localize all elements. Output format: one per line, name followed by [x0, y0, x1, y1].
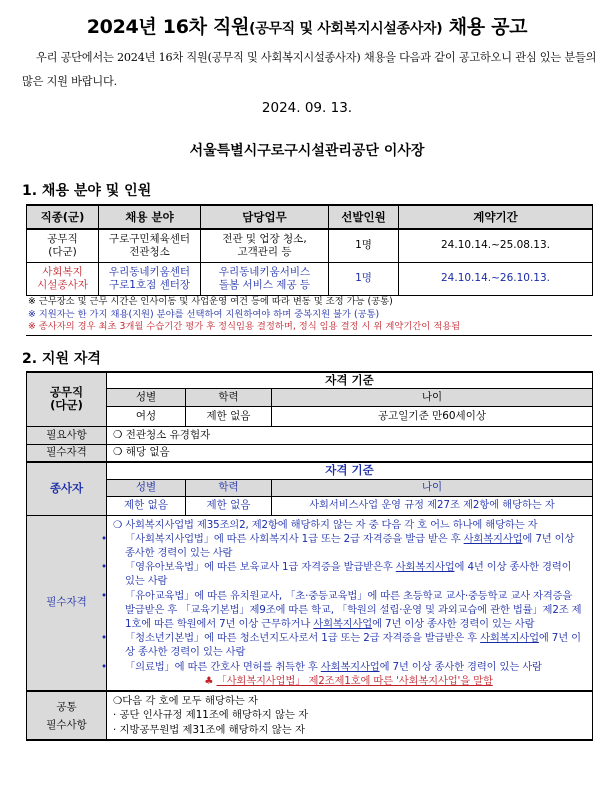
- qual-item: [101, 589, 584, 632]
- public-criteria-title: 자격 기준: [107, 372, 593, 388]
- bullet-icon: •: [101, 589, 107, 602]
- section2-heading: 2. 지원 자격: [22, 351, 101, 367]
- field-cell: [99, 229, 201, 262]
- public-col-edu: 학력: [186, 388, 272, 406]
- public-age: 공고일기준 만60세이상: [272, 406, 593, 426]
- table-row: [27, 691, 593, 741]
- clubs-icon: ♣: [204, 674, 214, 687]
- header-count: 선발인원: [329, 205, 399, 229]
- duty-line: 우리동네키움서비스: [218, 265, 311, 278]
- recruitment-header-row: [27, 205, 593, 229]
- issuer: 서울특별시구로구시설관리공단 이사장: [189, 143, 425, 159]
- worker-col-gender: 성별: [107, 479, 186, 496]
- public-req-label: 필요사항: [27, 426, 107, 444]
- qual-item: [101, 631, 584, 659]
- table-row: [27, 262, 593, 295]
- page-title: [0, 12, 614, 39]
- qual-text: 「사회복지사업법」에 따른 사회복지사 1급 또는 2급 자격증을 발급 받은 후: [125, 532, 464, 545]
- bullet-icon: •: [101, 561, 107, 574]
- bullet-icon: •: [101, 632, 107, 645]
- duty-cell: [201, 262, 329, 295]
- qual-item: [101, 532, 584, 560]
- note-line: ※ 근무장소 및 근무 시간은 인사이동 및 사업운영 여건 등에 따라 변동 및 조정 가능 (공통): [28, 296, 393, 307]
- qual-underline: 사회복지사업: [320, 660, 380, 673]
- table-row: [27, 444, 593, 462]
- job-type-cell: [27, 262, 99, 295]
- common-line: ❍다음 각 호에 모두 해당하는 자: [113, 694, 258, 707]
- qual-text: 에 7년 이상 종사한 경력이 있는 사람: [372, 617, 535, 630]
- recruitment-table: [26, 204, 593, 296]
- field-line: 전관청소: [129, 245, 170, 258]
- intro-paragraph: 우리 공단에서는 2024년 16차 직원(공무직 및 사회복지시설종사자) 채용을 다음과 같이 공고하오니 관심 있는 분들의 많은 지원 바랍니다.: [22, 51, 597, 88]
- worker-col-age: 나이: [272, 479, 593, 496]
- public-edu: 제한 없음: [186, 406, 272, 426]
- table-row: [27, 426, 593, 444]
- field-cell: [99, 262, 201, 295]
- qual-text: 「의료법」에 따른 간호사 면허를 취득한 후: [125, 660, 321, 673]
- label-line: 공통: [56, 700, 77, 713]
- footnote-text: 「사회복지사업법」 제2조제1호에 따른 '사회복지사업'을 말함: [216, 674, 493, 687]
- table-row: [27, 229, 593, 262]
- field-line: 구로구민체육센터: [108, 232, 191, 245]
- job-line: 시설종사자: [37, 278, 88, 291]
- worker-col-edu: 학력: [186, 479, 272, 496]
- qual-underline: 사회복지사업: [313, 617, 373, 630]
- header-duty: 담당업무: [201, 205, 329, 229]
- worker-must-label: 필수자격: [27, 515, 107, 691]
- qual-item: [101, 560, 584, 588]
- worker-edu: 제한 없음: [186, 496, 272, 515]
- table-row: [27, 515, 593, 691]
- header-job-type: 직종(군): [27, 205, 99, 229]
- public-job-label: [27, 372, 107, 426]
- public-must-label: 필수자격: [27, 444, 107, 462]
- qual-text: 「영유아보육법」에 따른 보육교사 1급 자격증을 발급받은후: [125, 561, 396, 574]
- title-suffix: 채용 공고: [442, 16, 528, 38]
- count-cell: 1명: [329, 262, 399, 295]
- qual-item: [101, 660, 584, 674]
- common-line: · 공단 인사규정 제11조에 해당하지 않는 자: [113, 709, 309, 722]
- section1-heading: 1. 채용 분야 및 인원: [22, 183, 152, 199]
- qual-text: 「유아교육법」에 따른 유치원교사, 「초·중등교육법」에 따른 초등학교 교사·중등학교 교사 자격증을 발급받은 후 「교육기본법」제9조에 따른 학교, 「학원의 설립·운영 및 과외교습에 관한 법률」제2조 제1호에 따른 학원에서 7년 이상 근무하거나: [125, 589, 582, 630]
- table-row: [27, 496, 593, 515]
- label-line: 공무직: [49, 385, 84, 400]
- common-label: [27, 691, 107, 741]
- qual-underline: 사회복지사업: [395, 561, 455, 574]
- announcement-date: 2024. 09. 13.: [261, 100, 353, 116]
- qual-text: 「청소년기본법」에 따른 청소년지도사로서 1급 또는 2급 자격증을 발급받은 후: [125, 632, 481, 645]
- public-col-age: 나이: [272, 388, 593, 406]
- duty-line: 돌봄 서비스 제공 등: [218, 278, 311, 291]
- worker-age: 사회서비스사업 운영 규정 제27조 제2항에 해당하는 자: [272, 496, 593, 515]
- notes-divider: [26, 335, 592, 336]
- qual-text: 에 4년 이상 종사한 경력이 있는 사람: [125, 561, 572, 588]
- worker-gender: 제한 없음: [107, 496, 186, 515]
- qual-underline: 사회복지사업: [480, 632, 539, 645]
- duty-line: 전관 및 업장 청소,: [222, 232, 307, 245]
- worker-must-value: [101, 515, 593, 691]
- qualification-table: [26, 371, 593, 741]
- header-field: 채용 분야: [99, 205, 201, 229]
- qual-text: 에 7년 이상 종사한 경력이 있는 사람: [125, 532, 575, 559]
- field-line: 구로1호점 센터장: [108, 278, 191, 291]
- job-line: (다군): [48, 245, 77, 258]
- label-line: 필수사항: [46, 718, 87, 731]
- common-value: [107, 691, 593, 741]
- period-cell: 24.10.14.~26.10.13.: [399, 262, 593, 295]
- public-must-value: ❍ 해당 없음: [107, 444, 593, 462]
- note-line: ※ 지원자는 한 가지 채용(지원) 분야를 선택하여 지원하여야 하며 중복지원 불가 (공통): [28, 308, 380, 320]
- qual-intro: ❍ 사회복지사업법 제35조의2, 제2항에 해당하지 않는 자 중 다음 각 호 어느 하나에 해당하는 자: [113, 518, 538, 531]
- label-line: (다군): [50, 398, 83, 413]
- field-line: 우리동네키움센터: [108, 265, 191, 278]
- duty-cell: [201, 229, 329, 262]
- bullet-icon: •: [101, 532, 107, 545]
- note-line: ※ 종사자의 경우 최초 3개월 수습기간 평가 후 정식임용 결정하며, 정식 임용 결정 시 위 계약기간이 적용됨: [28, 321, 461, 332]
- table-row: [27, 479, 593, 496]
- recruitment-notes: [28, 296, 594, 334]
- period-cell: 24.10.14.~25.08.13.: [399, 229, 593, 262]
- title-paren: (공무직 및 사회복지시설종사자): [249, 21, 443, 37]
- common-line: · 지방공무원법 제31조에 해당하지 않는 자: [113, 723, 305, 736]
- job-line: 공무직: [47, 232, 78, 245]
- qual-text: 에 7년 이상 종사한 경력이 있는 사람: [125, 632, 581, 659]
- duty-line: 고객관리 등: [237, 245, 292, 258]
- header-period: 계약기간: [399, 205, 593, 229]
- worker-job-label: 종사자: [27, 462, 107, 515]
- bullet-icon: •: [101, 660, 107, 673]
- qual-underline: 사회복지사업: [463, 532, 523, 545]
- table-row: [27, 406, 593, 426]
- public-gender: 여성: [107, 406, 186, 426]
- table-row: [27, 462, 593, 479]
- count-cell: 1명: [329, 229, 399, 262]
- table-row: [27, 372, 593, 388]
- worker-criteria-title: 자격 기준: [107, 462, 593, 479]
- job-type-cell: [27, 229, 99, 262]
- qual-text: 에 7년 이상 종사한 경력이 있는 사람: [379, 660, 542, 673]
- public-col-gender: 성별: [107, 388, 186, 406]
- table-row: [27, 388, 593, 406]
- title-main: 2024년 16차 직원: [86, 16, 250, 38]
- public-req-value: ❍ 전관청소 유경험자: [107, 426, 593, 444]
- qual-footnote: [113, 674, 584, 688]
- job-line: 사회복지: [42, 265, 83, 278]
